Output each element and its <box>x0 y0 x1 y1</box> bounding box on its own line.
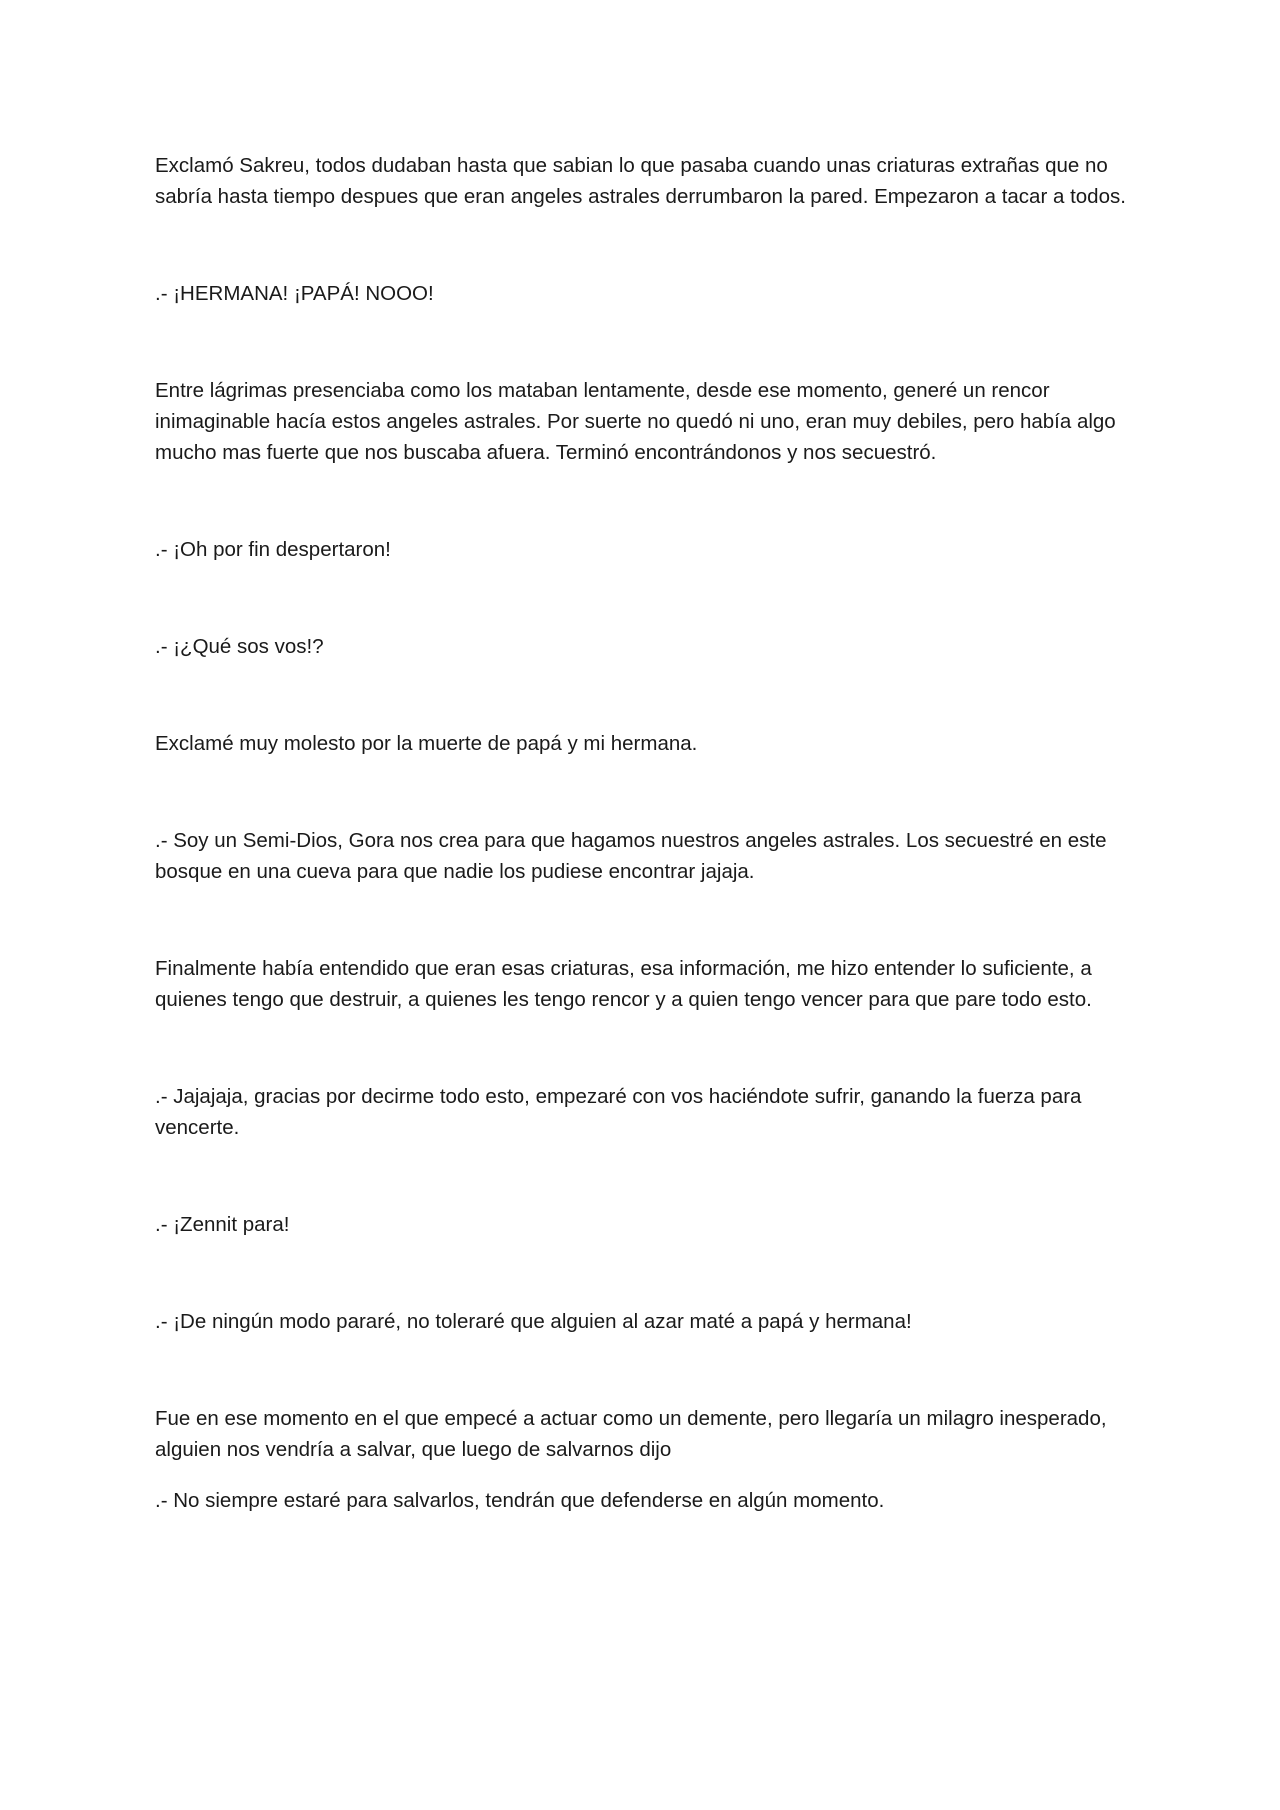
narration-paragraph: Exclamé muy molesto por la muerte de papá y mi hermana. <box>155 732 698 755</box>
narration-paragraph: Entre lágrimas presenciaba como los mataban lentamente, desde ese momento, generé un rencor inimaginable hacía estos angeles astrales. Por suerte no quedó ni uno, eran muy debiles, pero había algo mucho mas fuerte que nos buscaba afuera. Terminó encontrándonos y nos secuestró. <box>155 379 1116 464</box>
dialogue-line: .- ¡¿Qué sos vos!? <box>155 635 324 658</box>
document-body <box>155 150 1135 1516</box>
narration-paragraph: Finalmente había entendido que eran esas criaturas, esa información, me hizo entender lo suficiente, a quienes tengo que destruir, a quienes les tengo rencor y a quien tengo vencer para que pare todo esto. <box>155 957 1092 1011</box>
narration-paragraph: Fue en ese momento en el que empecé a actuar como un demente, pero llegaría un milagro inesperado, alguien nos vendría a salvar, que luego de salvarnos dijo <box>155 1407 1107 1461</box>
narration-paragraph: Exclamó Sakreu, todos dudaban hasta que sabian lo que pasaba cuando unas criaturas extrañas que no sabría hasta tiempo despues que eran angeles astrales derrumbaron la pared. Empezaron a tacar a todos. <box>155 154 1126 208</box>
dialogue-line: .- No siempre estaré para salvarlos, tendrán que defenderse en algún momento. <box>155 1489 885 1512</box>
dialogue-line: .- Soy un Semi-Dios, Gora nos crea para que hagamos nuestros angeles astrales. Los secuestré en este bosque en una cueva para que nadie los pudiese encontrar jajaja. <box>155 829 1107 883</box>
dialogue-line: .- ¡De ningún modo pararé, no toleraré que alguien al azar maté a papá y hermana! <box>155 1310 912 1333</box>
dialogue-line: .- ¡HERMANA! ¡PAPÁ! NOOO! <box>155 282 434 305</box>
dialogue-line: .- Jajajaja, gracias por decirme todo esto, empezaré con vos haciéndote sufrir, ganando la fuerza para vencerte. <box>155 1085 1082 1139</box>
dialogue-line: .- ¡Zennit para! <box>155 1213 290 1236</box>
dialogue-line: .- ¡Oh por fin despertaron! <box>155 538 391 561</box>
